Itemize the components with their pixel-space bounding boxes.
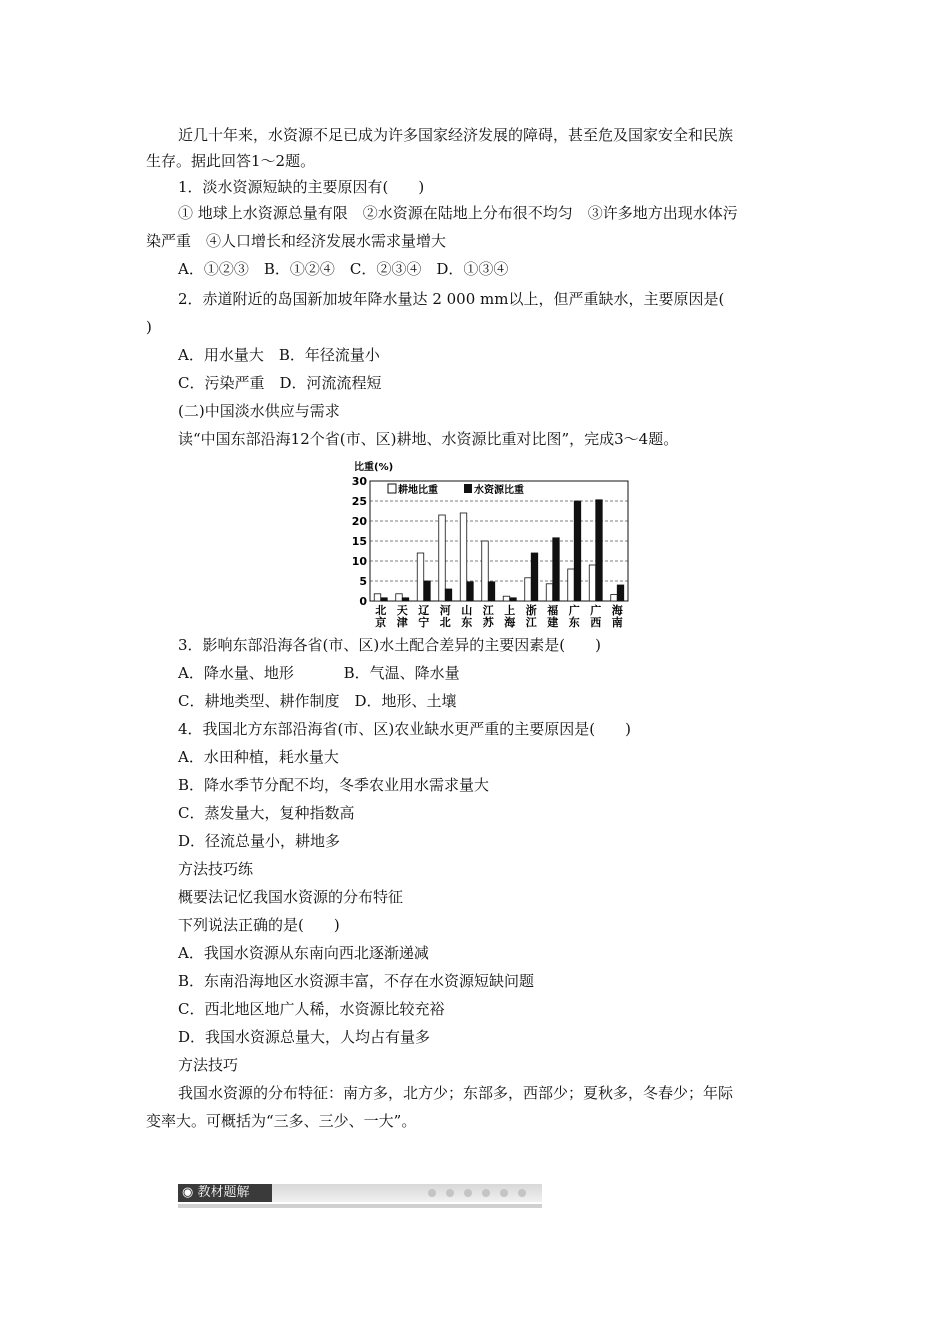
q3-stem: 3．影响东部沿海各省(市、区)水土配合差异的主要因素是( ) [178, 636, 601, 654]
y-tick-label: 5 [359, 575, 367, 588]
bar-water [488, 582, 495, 601]
y-tick-label: 15 [352, 535, 367, 548]
banner-dot [464, 1189, 472, 1197]
legend-label-arable: 耕地比重 [398, 485, 438, 496]
x-tick-label: 江 [482, 604, 494, 617]
tip-title: 方法技巧 [178, 1056, 239, 1074]
banner-dot [428, 1189, 436, 1197]
q4-choice-a: A．水田种植，耗水量大 [178, 748, 339, 766]
x-tick-label: 建 [547, 616, 559, 629]
x-tick-label: 福 [547, 604, 559, 617]
banner-bar [272, 1184, 542, 1202]
q1-statements-1: ① 地球上水资源总量有限 ②水资源在陆地上分布很不均匀 ③许多地方出现水体污 [178, 204, 738, 222]
x-tick-label: 山 [461, 604, 473, 617]
q2-choices-ab: A．用水量大 B．年径流量小 [178, 346, 380, 364]
q2-choices-cd: C．污染严重 D．河流流程短 [178, 374, 382, 392]
x-tick-label: 广 [568, 604, 580, 617]
banner-dot [518, 1189, 526, 1197]
x-tick-label: 北 [439, 616, 451, 629]
bar-arable [482, 541, 489, 601]
banner-dot [500, 1189, 508, 1197]
bar-water [553, 538, 560, 601]
q1-statements-2: 染严重 ④人口增长和经济发展水需求量增大 [146, 232, 447, 250]
y-tick-label: 30 [352, 475, 367, 488]
section-banner [178, 1184, 542, 1208]
bar-arable [503, 596, 510, 601]
x-tick-label: 北 [375, 604, 387, 617]
q4-choice-b: B．降水季节分配不均，冬季农业用水需求量大 [178, 776, 490, 794]
x-tick-label: 浙 [525, 604, 537, 617]
method-choice-b: B．东南沿海地区水资源丰富，不存在水资源短缺问题 [178, 972, 535, 990]
banner-underline [178, 1204, 542, 1208]
method-choice-c: C．西北地区地广人稀，水资源比较充裕 [178, 1000, 445, 1018]
method-title: 方法技巧练 [178, 860, 254, 878]
bar-water [596, 500, 603, 601]
intro-line-2: 生存。据此回答1～2题。 [146, 152, 316, 170]
x-tick-label: 东 [461, 616, 473, 629]
intro-line-1: 近几十年来，水资源不足已成为许多国家经济发展的障碍，甚至危及国家安全和民族 [178, 126, 734, 144]
bar-chart [352, 459, 632, 635]
bar-arable [439, 515, 446, 601]
bar-water [531, 553, 538, 601]
y-tick-label: 25 [352, 495, 367, 508]
x-tick-label: 南 [611, 616, 623, 629]
bar-arable [374, 594, 381, 601]
method-stem: 下列说法正确的是( ) [178, 916, 340, 934]
q4-choice-c: C．蒸发量大，复种指数高 [178, 804, 355, 822]
x-tick-label: 津 [396, 616, 408, 629]
bar-water [381, 598, 388, 601]
q4-choice-d: D．径流总量小，耕地多 [178, 832, 341, 850]
q4-stem: 4．我国北方东部沿海省(市、区)农业缺水更严重的主要原因是( ) [178, 720, 631, 738]
x-tick-label: 海 [504, 616, 516, 629]
banner-label: ◉ 教材题解 [178, 1184, 272, 1202]
y-tick-label: 10 [352, 555, 367, 568]
x-tick-label: 西 [590, 616, 602, 629]
tip-line-2: 变率大。可概括为“三多、三少、一大”。 [146, 1112, 417, 1130]
q2-stem-2: ) [146, 318, 152, 336]
bar-arable [460, 513, 467, 601]
x-tick-label: 河 [439, 604, 451, 617]
banner-dot [446, 1189, 454, 1197]
q2-stem-1: 2．赤道附近的岛国新加坡年降水量达 2 000 mm以上，但严重缺水，主要原因是( [178, 290, 725, 308]
method-choice-a: A．我国水资源从东南向西北逐渐递减 [178, 944, 429, 962]
x-tick-label: 江 [525, 616, 537, 629]
legend-label-water: 水资源比重 [474, 485, 524, 496]
bar-arable [396, 594, 403, 601]
q1-choices: A．①②③ B．①②④ C．②③④ D．①③④ [178, 260, 509, 278]
legend-swatch-water [464, 484, 472, 493]
x-tick-label: 上 [504, 604, 516, 617]
bar-water [445, 589, 452, 601]
tip-line-1: 我国水资源的分布特征：南方多，北方少；东部多，西部少；夏秋多，冬春少；年际 [178, 1084, 734, 1102]
method-subtitle: 概要法记忆我国水资源的分布特征 [178, 888, 404, 906]
legend-swatch-arable [388, 484, 396, 493]
bar-arable [417, 553, 424, 601]
bar-water [510, 598, 517, 601]
q1-stem: 1．淡水资源短缺的主要原因有( ) [178, 178, 425, 196]
chart-instruction: 读“中国东部沿海12个省(市、区)耕地、水资源比重对比图”，完成3～4题。 [178, 430, 679, 448]
legend [388, 483, 524, 496]
bar-arable [525, 578, 532, 601]
method-choice-d: D．我国水资源总量大，人均占有量多 [178, 1028, 431, 1046]
banner-dot [482, 1189, 490, 1197]
bar-water [617, 585, 624, 601]
y-tick-label: 0 [359, 595, 367, 608]
x-tick-label: 广 [590, 604, 602, 617]
x-tick-label: 天 [396, 604, 408, 617]
bar-water [467, 582, 474, 601]
y-tick-label: 20 [352, 515, 367, 528]
x-tick-label: 辽 [418, 604, 430, 617]
q3-choices-ab: A．降水量、地形 B．气温、降水量 [178, 664, 460, 682]
bar-arable [589, 565, 596, 601]
q3-choices-cd: C．耕地类型、耕作制度 D．地形、土壤 [178, 692, 457, 710]
bar-water [574, 501, 581, 601]
y-axis-label: 比重(%) [354, 462, 394, 473]
x-tick-label: 海 [611, 604, 623, 617]
x-tick-label: 宁 [418, 616, 430, 629]
bar-arable [568, 569, 575, 601]
bar-water [402, 598, 409, 601]
x-tick-label: 京 [375, 616, 387, 629]
bar-arable [546, 584, 553, 601]
bar-arable [611, 595, 618, 601]
x-tick-label: 东 [568, 616, 580, 629]
section2-heading: (二)中国淡水供应与需求 [178, 402, 340, 420]
bar-water [424, 581, 431, 601]
x-tick-label: 苏 [482, 616, 494, 629]
